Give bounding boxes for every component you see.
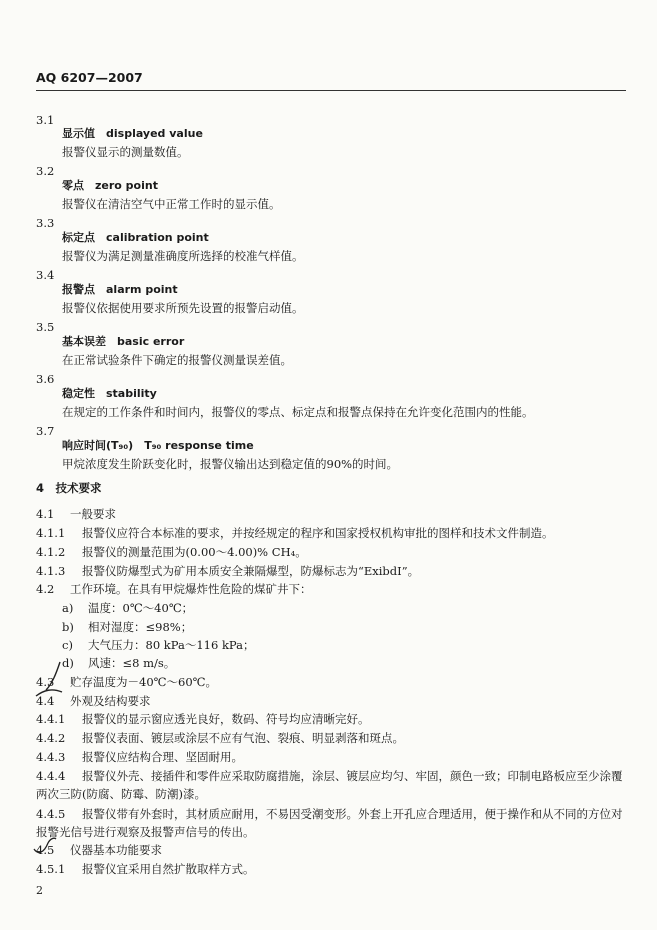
term-definition: 报警仪在清洁空气中正常工作时的显示值。: [62, 197, 281, 211]
term-definition: 报警仪依据使用要求所预先设置的报警启动值。: [62, 301, 304, 315]
handwritten-mark: [30, 660, 70, 704]
header-rule: [36, 90, 626, 91]
term-number: 3.3: [36, 216, 55, 230]
term-number: 3.5: [36, 320, 55, 334]
clause: 4.4 外观及结构要求: [36, 694, 151, 708]
clause: 4.1.2 报警仪的测量范围为(0.00～4.00)% CH₄。: [36, 545, 307, 559]
term-title: 基本误差 basic error: [62, 335, 185, 348]
section-heading: 4 技术要求: [36, 481, 102, 495]
term-definition: 报警仪显示的测量数值。: [62, 145, 189, 159]
term-number: 3.4: [36, 268, 55, 282]
list-item: a) 温度：0℃～40℃；: [62, 601, 194, 615]
list-item: b) 相对湿度：≤98%；: [62, 620, 193, 634]
page-number: 2: [36, 884, 43, 897]
term-definition: 甲烷浓度发生阶跃变化时，报警仪输出达到稳定值的90%的时间。: [62, 457, 399, 471]
term-title: 报警点 alarm point: [62, 283, 178, 296]
list-item: d) 风速：≤8 m/s。: [62, 656, 176, 670]
term-title: 响应时间(T₉₀) T₉₀ response time: [62, 439, 254, 452]
clause: 4.1.1 报警仪应符合本标准的要求，并按经规定的程序和国家授权机构审批的图样和技术文件制造。: [36, 526, 554, 540]
term-number: 3.1: [36, 113, 55, 127]
term-definition: 报警仪为满足测量准确度所选择的校准气样值。: [62, 249, 304, 263]
clause: 4.5 仪器基本功能要求: [36, 843, 162, 857]
clause: 4.1 一般要求: [36, 507, 116, 521]
clause: 4.2 工作环境。在具有甲烷爆炸性危险的煤矿井下：: [36, 582, 312, 596]
term-definition: 在规定的工作条件和时间内，报警仪的零点、标定点和报警点保持在允许变化范围内的性能。: [62, 405, 534, 419]
clause: 4.5.1 报警仪宜采用自然扩散取样方式。: [36, 862, 255, 876]
term-title: 标定点 calibration point: [62, 231, 209, 244]
term-number: 3.7: [36, 424, 55, 438]
clause: 4.4.1 报警仪的显示窗应透光良好，数码、符号均应清晰完好。: [36, 712, 370, 726]
clause: 4.4.2 报警仪表面、镀层或涂层不应有气泡、裂痕、明显剥落和斑点。: [36, 731, 404, 745]
handwritten-mark: [30, 835, 60, 857]
clause: 4.4.3 报警仪应结构合理、坚固耐用。: [36, 750, 243, 764]
term-title: 零点 zero point: [62, 179, 158, 192]
term-definition: 在正常试验条件下确定的报警仪测量误差值。: [62, 353, 292, 367]
list-item: c) 大气压力：80 kPa～116 kPa；: [62, 638, 255, 652]
clause: 4.4.5 报警仪带有外套时，其材质应耐用，不易因受潮变形。外套上开孔应合理适用，便于操作和从不同的方位对报警光信号进行观察及报警声信号的传出。: [36, 807, 623, 839]
standard-number: AQ 6207—2007: [36, 70, 143, 85]
clause: 4.1.3 报警仪防爆型式为矿用本质安全兼隔爆型，防爆标志为“ExibdI”。: [36, 564, 420, 578]
clause: 4.4.4 报警仪外壳、接插件和零件应采取防腐措施，涂层、镀层应均匀、牢固，颜色一致；印制电路板应至少涂覆两次三防(防腐、防霉、防潮)漆。: [36, 769, 623, 801]
term-title: 稳定性 stability: [62, 387, 157, 400]
term-number: 3.2: [36, 164, 55, 178]
term-number: 3.6: [36, 372, 55, 386]
clause: 4.3 贮存温度为－40℃～60℃。: [36, 675, 217, 689]
term-title: 显示值 displayed value: [62, 127, 203, 140]
